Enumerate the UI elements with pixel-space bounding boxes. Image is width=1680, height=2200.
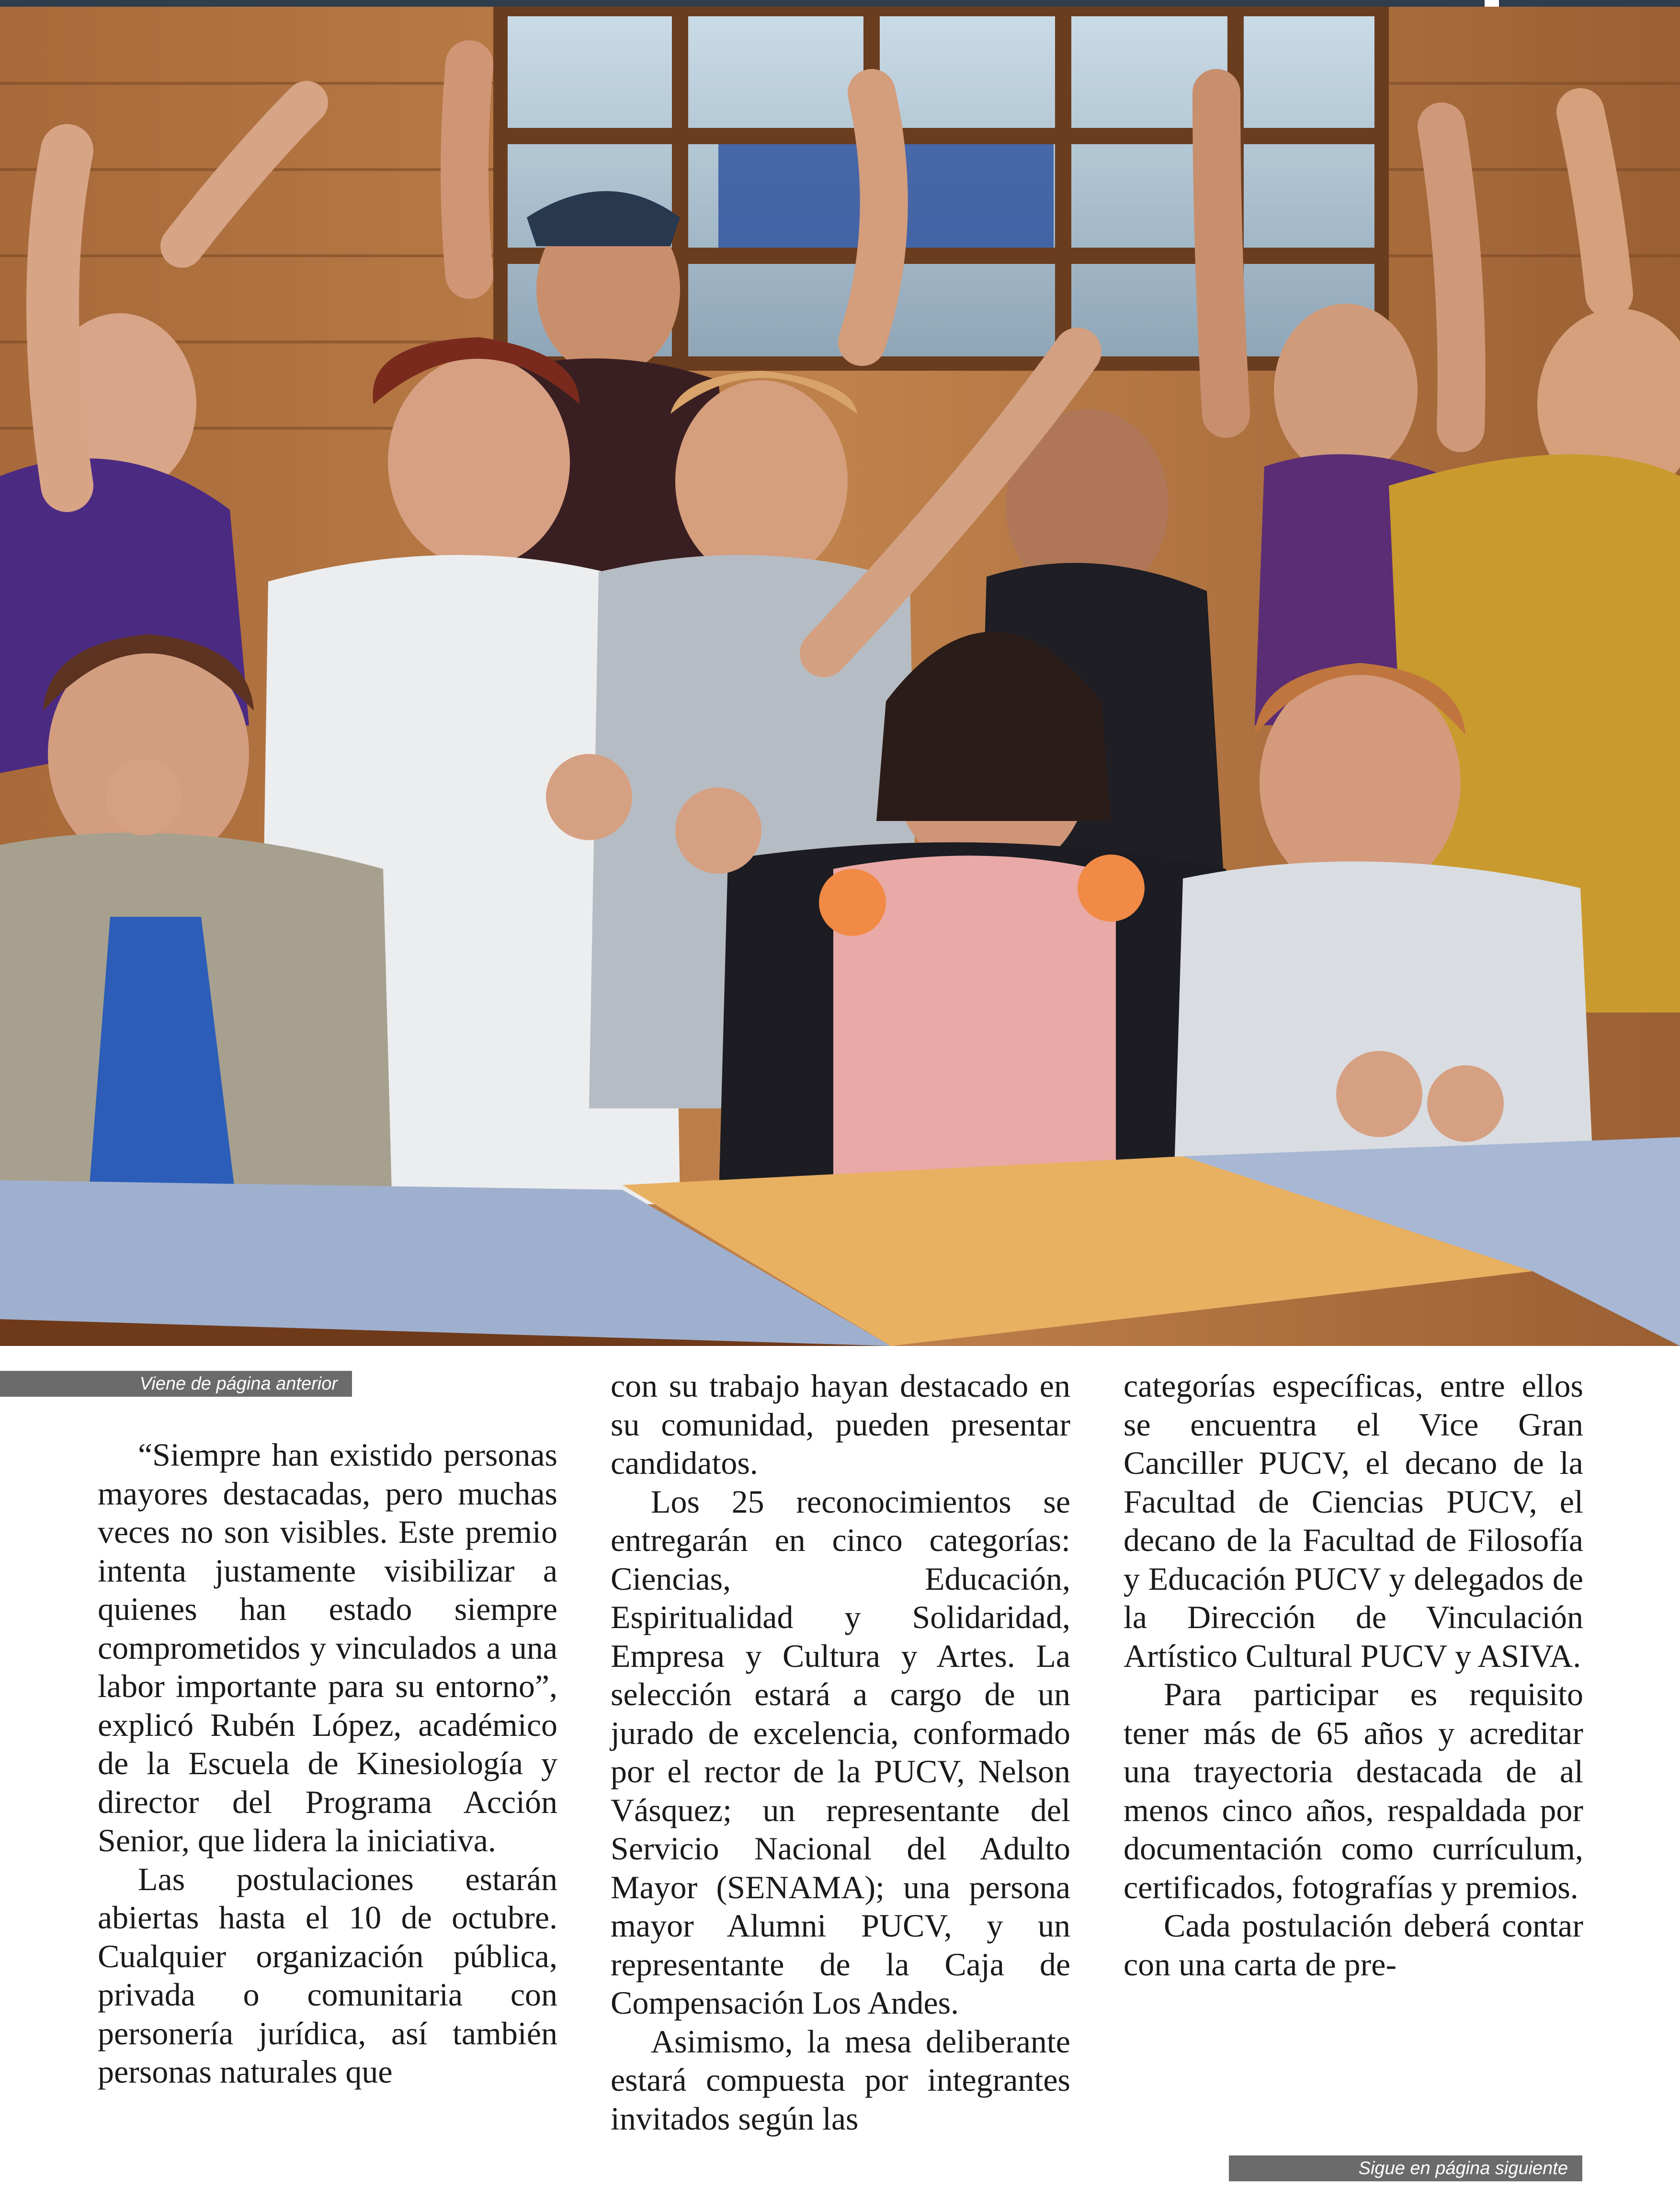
paragraph: Las postulaciones estarán abiertas hasta el 10 de octubre. Cualquier organización pública, privada o comunitaria con personería jurídica, así también personas naturales que bbox=[98, 1860, 557, 2090]
group-photo bbox=[0, 7, 1680, 1346]
article-column-3 bbox=[1124, 1367, 1583, 1983]
paragraph: Asimismo, la mesa deliberante estará compuesta por integrantes invitados según las bbox=[611, 2023, 1070, 2137]
article-column-1 bbox=[98, 1436, 557, 2091]
paragraph: Los 25 reconocimientos se entregarán en cinco categorías: Ciencias, Educación, Espiritualidad y Solidaridad, Empresa y Cultura y Artes. La selección estará a cargo de un jurado de excelencia, conformado por el rector de la PUCV, Nelson Vásquez; un representante del Servicio Nacional del Adulto Mayor (SENAMA); una persona mayor Alumni PUCV, y un representante de la Caja de Compensación Los Andes. bbox=[611, 1483, 1070, 2021]
paragraph: Cada postulación deberá contar con una carta de pre- bbox=[1124, 1907, 1583, 1983]
group-photo-icon bbox=[0, 7, 1680, 1346]
paragraph: Para participar es requisito tener más de 65 años y acreditar una trayectoria destacada de al menos cinco años, respaldada por documentación como currículum, certificados, fotografías y premios. bbox=[1124, 1676, 1583, 1905]
paragraph: con su trabajo hayan destacado en su comunidad, pueden presentar candidatos. bbox=[611, 1368, 1070, 1481]
paragraph: categorías específicas, entre ellos se encuentra el Vice Gran Canciller PUCV, el decano de la Facultad de Ciencias PUCV, el decano de la Facultad de Filosofía y Educación PUCV y delegados de la Dirección de Vinculación Artístico Cultural PUCV y ASIVA. bbox=[1124, 1368, 1583, 1674]
top-rule bbox=[0, 0, 1485, 7]
previous-page-tag: Viene de página anterior bbox=[0, 1371, 352, 1397]
next-page-tag: Sigue en página siguiente bbox=[1229, 2155, 1582, 2181]
top-rule-right bbox=[1499, 0, 1680, 7]
paragraph: “Siempre han existido personas mayores destacadas, pero muchas veces no son visibles. Este premio intenta justamente visibilizar a quienes han estado siempre comprometidos y vinculados a una labor importante para su entorno”, explicó Rubén López, académico de la Escuela de Kinesiología y director del Programa Acción Senior, que lidera la iniciativa. bbox=[98, 1436, 557, 1858]
article-column-2 bbox=[611, 1367, 1070, 2138]
